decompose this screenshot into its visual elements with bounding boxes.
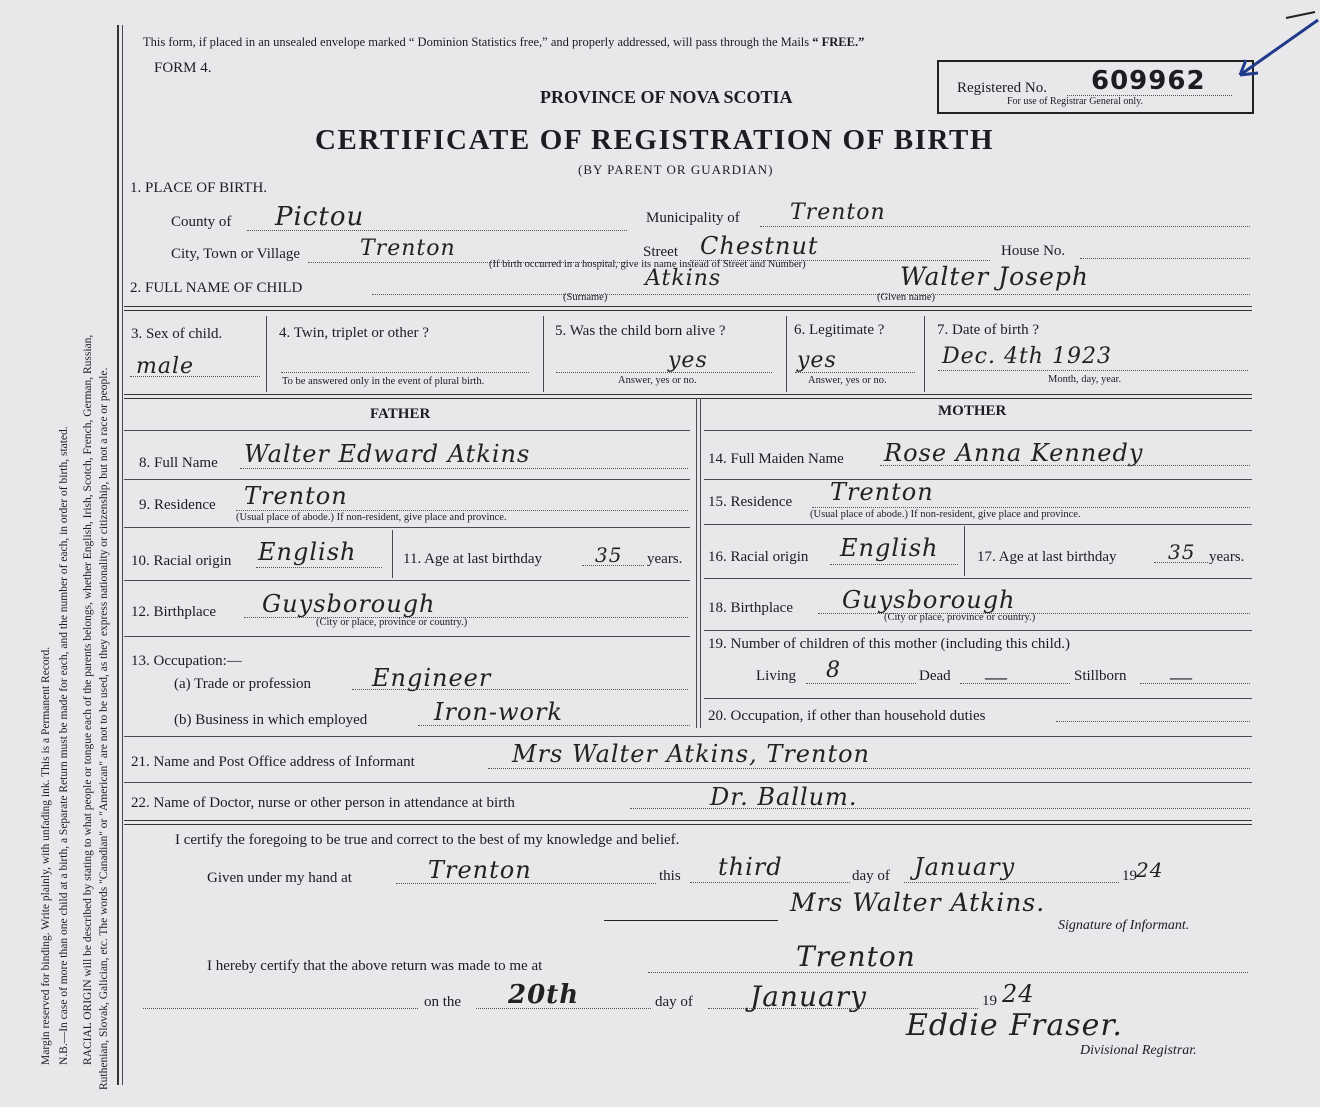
mother-residence-line [812,507,1250,508]
mother-occupation-line [1056,721,1250,722]
registered-box [937,60,1254,114]
county-line [247,230,627,231]
mail-notice [143,35,864,50]
father-birthplace-label: 12. Birthplace [131,604,216,620]
father-racial-divider [392,530,393,578]
mother-stillborn-line [1140,683,1250,684]
father-residence-note: (Usual place of abode.) If non-resident, give place and province. [236,512,507,523]
mother-dead-value: — [985,664,1007,689]
given-place: Trenton [428,856,532,884]
informant-line [488,768,1250,769]
child-name-label: 2. FULL NAME OF CHILD [130,280,303,296]
registrar-day: 20th [508,980,580,1010]
divider-legitimate [924,316,925,392]
mother-living-label: Living [756,668,796,684]
given-day-line [690,882,850,883]
registrar-day-of-label: day of [655,994,693,1010]
binding-line-inner [122,25,123,1085]
father-age-unit: years. [647,551,683,567]
mother-dead-line [960,683,1070,684]
margin-note-3: RACIAL ORIGIN will be described by stating to what people or tongue each of the parents belongs, whether English, Irish, Scotch, French, German, Russian, [82,334,94,1065]
free-label: “ FREE.” [812,35,865,49]
mother-age-value: 35 [1168,540,1196,564]
street-value: Chestnut [700,232,819,260]
given-day: third [718,853,783,881]
mother-name-label: 14. Full Maiden Name [708,451,844,467]
mother-racial-label: 16. Racial origin [708,549,809,565]
doctor-value: Dr. Ballum. [710,783,858,811]
father-row-12 [124,636,690,637]
divider-father-mother-2 [700,398,701,728]
year-prefix: 19 [1122,868,1137,884]
registrar-label: Divisional Registrar. [1080,1043,1197,1058]
legitimate-line [795,372,915,373]
legitimate-value: yes [797,348,837,373]
certificate-title: CERTIFICATE OF REGISTRATION OF BIRTH [315,124,995,156]
this-label: this [659,868,681,884]
mother-row-19 [704,698,1252,699]
divider-certify [124,820,1252,825]
mother-row-15 [704,524,1252,525]
father-birthplace-value: Guysborough [262,590,436,618]
father-residence-line [236,510,688,511]
mother-stillborn-value: — [1170,664,1192,689]
signature-rule [604,920,778,921]
divider-doctor [124,782,1252,783]
father-age-value: 35 [595,543,623,567]
twin-line [281,372,529,373]
surname-note: (Surname) [563,292,608,303]
mother-racial-line [830,564,958,565]
county-label: County of [171,214,232,230]
father-racial-line [256,567,382,568]
signature-label: Signature of Informant. [1058,918,1190,933]
mother-dead-label: Dead [919,668,951,684]
mother-heading: MOTHER [938,403,1007,419]
given-label: Given under my hand at [207,870,352,886]
city-value: Trenton [360,236,456,261]
father-business-value: Iron-work [434,698,563,726]
father-racial-value: English [258,538,357,566]
father-trade-value: Engineer [372,664,492,692]
mother-birthplace-value: Guysborough [842,586,1016,614]
day-of-label: day of [852,868,890,884]
given-year: 24 [1136,858,1164,882]
informant-label: 21. Name and Post Office address of Informant [131,754,415,770]
alive-value: yes [668,348,708,373]
mother-name-line [880,465,1250,466]
mother-living-value: 8 [826,658,841,683]
mother-birthplace-label: 18. Birthplace [708,600,793,616]
mother-stillborn-label: Stillborn [1074,668,1127,684]
mother-row-18 [704,630,1252,631]
father-age-line [582,565,644,566]
divider-informant [124,736,1252,737]
mother-residence-note: (Usual place of abode.) If non-resident, give place and province. [810,509,1081,520]
given-name-note: (Given name) [877,292,936,303]
dob-label: 7. Date of birth ? [937,322,1040,338]
house-number-label: House No. [1001,243,1066,259]
father-residence-label: 9. Residence [139,497,216,513]
form-number: FORM 4. [154,60,212,76]
mother-residence-value: Trenton [830,478,934,506]
child-given-name: Walter Joseph [900,262,1089,291]
binding-line [117,25,119,1085]
father-name-line [240,468,688,469]
legitimate-label: 6. Legitimate ? [794,322,885,338]
mother-racial-divider [964,526,965,576]
father-birthplace-note: (City or place, province or country.) [316,617,468,628]
place-of-birth-label: 1. PLACE OF BIRTH. [130,180,268,196]
father-business-line [418,725,690,726]
divider-parents [124,394,1252,399]
mother-age-line [1154,562,1208,563]
municipality-value: Trenton [790,200,886,225]
city-label: City, Town or Village [171,246,301,262]
father-residence-value: Trenton [244,482,348,510]
father-racial-label: 10. Racial origin [131,553,232,569]
hospital-note: (If birth occurred in a hospital, give its name instead of Street and Number) [489,259,806,270]
registrar-year: 24 [1002,980,1035,1008]
registrar-place: Trenton [796,940,916,973]
dob-note: Month, day, year. [1048,374,1122,385]
margin-note-1: Margin reserved for binding. Write plainly, with unfading ink. This is a Permanent Record. [40,646,52,1065]
divider-child [124,306,1252,311]
arrow-mark-icon [1220,0,1320,85]
father-trade-label: (a) Trade or profession [174,676,312,692]
certify-statement: I certify the foregoing to be true and correct to the best of my knowledge and belief. [175,832,680,848]
mother-row-16 [704,578,1252,579]
registered-note: For use of Registrar General only. [1007,96,1143,107]
registrar-place-line [648,972,1248,973]
legitimate-note: Answer, yes or no. [808,375,887,386]
father-occupation-label: 13. Occupation:— [131,653,242,669]
municipality-line [760,226,1250,227]
father-heading: FATHER [370,406,431,422]
sex-label: 3. Sex of child. [131,326,223,342]
divider-sex [266,316,267,392]
registered-number: 609962 [1091,66,1206,96]
informant-signature: Mrs Walter Atkins. [790,888,1046,917]
father-row-8 [124,479,690,480]
twin-label: 4. Twin, triplet or other ? [279,325,429,341]
registrar-month: January [750,980,867,1013]
street-label: Street [643,244,678,260]
divider-alive [786,316,787,392]
mother-birthplace-note: (City or place, province or country.) [884,612,1036,623]
on-the-lead-line [143,1008,418,1009]
mother-row-14 [704,479,1252,480]
municipality-label: Municipality of [646,210,740,226]
mother-occupation-label: 20. Occupation, if other than household duties [708,708,986,724]
sex-value: male [136,354,195,379]
doctor-line [630,808,1250,809]
province-heading: PROVINCE OF NOVA SCOTIA [540,87,793,107]
margin-note-4: Ruthenian, Slovak, Galician, etc. The words "Canadian" or "American" are not to be used, as they express nationality or citizenship, but not a race or people. [98,367,110,1090]
mother-age-unit: years. [1209,549,1245,565]
dob-line [938,370,1248,371]
registrar-statement: I hereby certify that the above return was made to me at [207,958,543,974]
father-row-9 [124,527,690,528]
county-value: Pictou [275,202,365,232]
mother-residence-label: 15. Residence [708,494,793,510]
mother-living-line [806,683,916,684]
father-trade-line [352,689,688,690]
alive-note: Answer, yes or no. [618,375,697,386]
divider-twin [543,316,544,392]
registrar-year-prefix: 19 [982,993,997,1009]
child-name-line [372,294,1250,295]
house-number-line [1080,258,1250,259]
margin-note-2: N.B.—In case of more than one child at a birth, a Separate Return must be made for each, and the number of each, in order of birth, stated. [58,426,70,1065]
father-row-10 [124,580,690,581]
mother-heading-line [704,430,1252,431]
mother-name-value: Rose Anna Kennedy [884,439,1144,467]
father-name-value: Walter Edward Atkins [244,440,531,468]
child-surname: Atkins [645,266,722,291]
dob-value: Dec. 4th 1923 [942,344,1112,369]
on-the-label: on the [424,994,462,1010]
registrar-day-line [476,1008,651,1009]
mother-children-label: 19. Number of children of this mother (including this child.) [708,636,1071,652]
twin-note: To be answered only in the event of plural birth. [282,376,485,387]
given-month: January [914,853,1016,881]
certificate-subtitle: (BY PARENT OR GUARDIAN) [578,162,774,177]
father-name-label: 8. Full Name [139,455,218,471]
mail-notice-text: This form, if placed in an unsealed envelope marked “ Dominion Statistics free,” and properly addressed, will pass through the Mails [143,35,813,49]
given-month-line [904,882,1119,883]
divider-father-mother [696,398,697,728]
alive-line [556,372,772,373]
mother-racial-value: English [840,534,939,562]
father-age-label: 11. Age at last birthday [403,551,542,567]
doctor-label: 22. Name of Doctor, nurse or other person in attendance at birth [131,795,515,811]
given-place-line [396,883,656,884]
registered-label: Registered No. [957,80,1047,96]
alive-label: 5. Was the child born alive ? [555,323,726,339]
mother-age-label: 17. Age at last birthday [977,549,1117,565]
father-heading-line [124,430,690,431]
father-business-label: (b) Business in which employed [174,712,368,728]
sex-line [130,376,260,377]
informant-value: Mrs Walter Atkins, Trenton [512,740,871,768]
registrar-signature: Eddie Fraser. [906,1008,1123,1043]
